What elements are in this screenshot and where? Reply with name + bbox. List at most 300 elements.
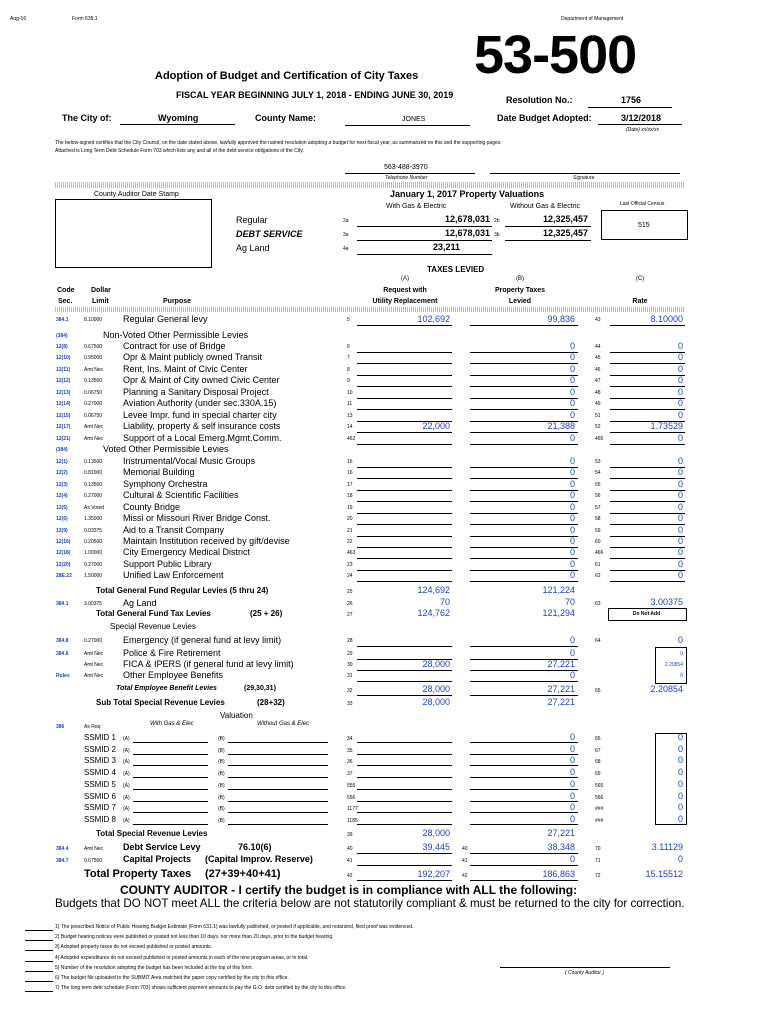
field-underline: [357, 570, 452, 571]
tsr-b: 27,221: [547, 828, 575, 838]
row-limit: 0.27000: [84, 493, 103, 499]
row-rate-number: 52: [595, 424, 601, 430]
ssmid-b-mark: (B): [218, 759, 225, 766]
debt-code: 3a: [343, 232, 349, 238]
ssmid-b-mark: (B): [218, 736, 225, 742]
row-levied: 0: [569, 547, 575, 557]
fiscal-year: FISCAL YEAR BEGINNING JULY 1, 2018 - ENDING JUNE 30, 2019: [176, 90, 454, 100]
ssmid-ln: 555: [347, 782, 356, 789]
row-rate: 0: [677, 387, 683, 397]
row-line-number: 463: [347, 550, 356, 556]
gen-tax-label: Total General Fund Tax Levies: [96, 609, 211, 618]
ssmid-ln: 1185: [347, 817, 358, 824]
ag-ln: 26: [347, 601, 353, 607]
form-number: 53-500: [474, 25, 637, 85]
sec-header: Sec.: [58, 298, 73, 305]
field-underline: [357, 352, 452, 353]
row-purpose: Planning a Sanitary Disposal Project: [123, 387, 269, 397]
ssmid-a-mark: (A): [123, 782, 130, 789]
special-limit: Amt Nec: [84, 662, 104, 668]
field-underline: [610, 444, 685, 445]
field-underline: [133, 742, 208, 743]
ssmid-name: SSMID 7: [84, 803, 117, 813]
ag-with: 23,211: [432, 242, 460, 252]
auditor-item: 1) The prescribed Notice of Public Hearing Budget Estimate (Form 631.1) was lawfully published, or posted if applicable, and notarized, filed proof was evidenced.: [55, 924, 414, 930]
ssmid-rn: 66: [595, 736, 601, 742]
row-levied: 0: [569, 490, 575, 500]
signature-label: Signature: [573, 175, 595, 181]
gen-tax-sum: (25 + 26): [250, 609, 283, 618]
ag-b: 70: [564, 597, 575, 607]
row-code: 12(13): [56, 390, 71, 396]
row-levied: 0: [569, 467, 575, 477]
field-underline: [610, 325, 685, 326]
ssmid-limit: As Req: [84, 724, 101, 730]
row-purpose: Aid to a Transit Company: [123, 525, 225, 535]
field-underline: [357, 754, 452, 755]
debt-ln: 40: [347, 846, 353, 852]
row-purpose: Maintain Institution received by gift/devise: [123, 536, 290, 546]
ssmid-name: SSMID 4: [84, 768, 117, 778]
debt-rn: 70: [595, 846, 601, 852]
date-code: Aug-16: [10, 16, 27, 22]
field-underline: [133, 824, 208, 825]
field-underline: [357, 513, 452, 514]
emp-label: Total Employee Benefit Levies: [116, 685, 217, 692]
row-code: 12(6): [56, 516, 68, 522]
census-label: Last Official Census: [620, 201, 665, 207]
row-rate: 0: [677, 341, 683, 351]
field-underline: [357, 558, 452, 559]
debt-label: DEBT SERVICE: [236, 229, 303, 239]
row-code: 12(12): [56, 378, 71, 384]
field-underline: [228, 742, 328, 743]
tpt-rate: 15.15512: [645, 869, 683, 879]
row-code: 12(1): [56, 459, 68, 465]
row-rate-number: 43: [595, 317, 601, 323]
field-underline: [25, 981, 53, 982]
field-underline: [228, 777, 328, 778]
row-limit: Amt Nec: [84, 424, 104, 430]
field-underline: [357, 681, 452, 682]
ssmid-a-mark: (A): [123, 736, 130, 742]
cap-rn: 71: [595, 858, 601, 864]
row-line-number: 14: [347, 424, 353, 430]
debt-with: 12,678,031: [444, 228, 490, 238]
special-purpose: FICA & IPERS (if general fund at levy limit): [123, 659, 294, 669]
tsr-ln: 39: [347, 832, 353, 838]
county-auditor-label: ( County Auditor ): [565, 970, 604, 976]
field-underline: [357, 409, 452, 410]
ssmid-rn: 566: [595, 794, 604, 801]
field-underline: [470, 824, 578, 825]
field-underline: [470, 325, 578, 326]
row-levied: 0: [569, 410, 575, 420]
row-code: 12(17): [56, 424, 71, 430]
cap-ln2: 41: [462, 858, 468, 864]
ssmid-b-mark: (B): [218, 817, 225, 824]
row-levied: 0: [569, 433, 575, 443]
row-line-number: 13: [347, 413, 353, 419]
row-limit: 0.13500: [84, 482, 103, 488]
ssmid-rate: 0: [677, 732, 683, 742]
row-purpose: Levee Impr. fund in special charter city: [123, 410, 277, 420]
field-underline: [133, 754, 208, 755]
form-label: Form 635.1: [72, 16, 98, 22]
field-underline: [25, 940, 53, 941]
without-gas-header: Without Gas & Electric: [510, 203, 581, 210]
row-limit: As Voted: [84, 505, 105, 511]
row-purpose: Rent, Ins. Maint of Civic Center: [123, 364, 248, 374]
special-levied: 27,221: [547, 659, 575, 669]
ssmid-without-gas: Without Gas & Elec: [257, 721, 309, 727]
row-rate: 0: [677, 490, 683, 500]
field-underline: [25, 950, 53, 951]
phone-label: Telephone Number: [385, 175, 428, 181]
row-levied: 0: [569, 479, 575, 489]
ssmid-a-mark: (A): [123, 794, 130, 801]
ag-rate: 3.00375: [650, 597, 683, 607]
row-rate: 0: [677, 375, 683, 385]
field-underline: [228, 765, 328, 766]
ssmid-rn: ###: [595, 806, 604, 813]
row-rate: 0: [677, 536, 683, 546]
row-code: 12(10): [56, 355, 71, 361]
row-limit: 0.27000: [84, 401, 103, 407]
field-underline: [357, 325, 452, 326]
field-underline: [610, 581, 685, 582]
ssmid-ln: 556: [347, 794, 356, 801]
census-value: 515: [638, 222, 650, 229]
row-rate-number: 59: [595, 528, 601, 534]
special-rate: 0: [677, 635, 683, 645]
auditor-item: 5) Number of the resolution adopting the budget has been included at the top of this form.: [55, 964, 253, 971]
row-limit: 0.27000: [84, 562, 103, 568]
row-levied: 0: [569, 398, 575, 408]
section-header: Non-Voted Other Permissible Levies: [103, 330, 249, 340]
row-limit: 0.95000: [84, 355, 103, 361]
field-underline: [470, 444, 578, 445]
ssmid-a-mark: (A): [123, 759, 130, 766]
gen-tax-b: 121,294: [542, 608, 575, 618]
row-rate: 0: [677, 456, 683, 466]
row-limit: 1.00000: [84, 550, 103, 556]
row-limit: 0.81000: [84, 470, 103, 476]
field-underline: [357, 547, 452, 548]
field-underline: [25, 991, 53, 992]
regular-code: 2a: [343, 218, 349, 224]
row-limit: 0.03375: [84, 528, 103, 534]
col-a-l1: Request with: [383, 287, 427, 294]
field-underline: [357, 801, 452, 802]
field-underline: [133, 812, 208, 813]
row-line-number: 20: [347, 516, 353, 522]
row-levied: 0: [569, 341, 575, 351]
sub-b: 27,221: [547, 697, 575, 707]
field-underline: [357, 777, 452, 778]
row-rate: 0: [677, 398, 683, 408]
field-underline: [133, 801, 208, 802]
ag-label: Ag Land: [236, 243, 270, 253]
statement-line1: The below-signed certifies that the City Council, on the date stated above, lawfully approved the named resolution adopting a budget for next fiscal year, as summarized on this and the supporting pages.: [55, 140, 502, 146]
row-purpose: Symphony Orchestra: [123, 479, 208, 489]
ssmid-ln: 35: [347, 747, 353, 754]
row-purpose: County Bridge: [123, 502, 181, 512]
row-code: 12(18): [56, 550, 71, 556]
debt-levy-label: Debt Service Levy: [123, 842, 201, 852]
row-rate: 8.10000: [650, 314, 683, 324]
row-rate-number: 44: [595, 344, 601, 350]
emp-rate: 2.20854: [650, 684, 683, 694]
row-code: 12(5): [56, 505, 68, 511]
sub-label: Sub Total Special Revenue Levies: [96, 698, 225, 707]
row-line-number: 23: [347, 562, 353, 568]
row-line-number: 18: [347, 493, 353, 499]
row-levied: 0: [569, 375, 575, 385]
ssmid-a-mark: (A): [123, 747, 130, 754]
row-limit: 0.06750: [84, 390, 103, 396]
row-rate: 0: [677, 502, 683, 512]
field-underline: [357, 501, 452, 502]
cap-sum: (Capital Improv. Reserve): [205, 854, 313, 864]
gen-reg-a: 124,692: [417, 585, 450, 595]
ssmid-rn: 68: [595, 759, 601, 766]
row-limit: 0.13500: [84, 378, 103, 384]
row-line-number: 21: [347, 528, 353, 534]
row-line-number: 5: [347, 317, 350, 323]
row-code: 12(21): [56, 436, 71, 442]
col-c: (C): [635, 276, 645, 282]
row-rate: 0: [677, 467, 683, 477]
purpose-header: Purpose: [163, 298, 192, 305]
row-purpose: Liability, property & self insurance costs: [123, 421, 281, 431]
row-limit: Amt Nec: [84, 367, 104, 373]
with-gas-header: With Gas & Electric: [386, 203, 447, 210]
row-levied: 0: [569, 536, 575, 546]
ssmid-b-mark: (B): [218, 782, 225, 789]
debt-without: 12,325,457: [542, 228, 588, 238]
row-purpose: Contract for use of Bridge: [123, 341, 226, 351]
emp-a: 28,000: [422, 684, 450, 694]
cap-limit: 0.67500: [84, 858, 103, 864]
field-underline: [357, 765, 452, 766]
ssmid-a-mark: (A): [123, 771, 130, 778]
row-rate-number: 51: [595, 413, 601, 419]
auditor-item: 2) Budget hearing notices were published or posted not less than 10 days, nor more than 20 days, prior to the budget hearing.: [55, 934, 334, 941]
ssmid-ln: 37: [347, 771, 353, 778]
row-rate: 0: [677, 559, 683, 569]
special-limit: Amt Nec: [84, 673, 104, 679]
resolution-label: Resolution No.:: [506, 95, 573, 105]
row-purpose: Instrumental/Vocal Music Groups: [123, 456, 256, 466]
row-rate: 0: [677, 352, 683, 362]
field-underline: [470, 646, 578, 647]
row-code: 384.1: [56, 317, 69, 323]
field-underline: [357, 742, 452, 743]
row-line-number: 462: [347, 436, 356, 442]
ssmid-name: SSMID 3: [84, 756, 117, 766]
ssmid-rn: 67: [595, 747, 601, 754]
field-underline: [133, 777, 208, 778]
row-line-number: 17: [347, 482, 353, 488]
ssmid-levied: 0: [569, 732, 575, 742]
date-adopted-value: 3/12/2018: [621, 113, 662, 123]
row-rate: 0: [677, 479, 683, 489]
row-code: 12(9): [56, 528, 68, 534]
ssmid-b-mark: (B): [218, 806, 225, 813]
row-purpose: Support of a Local Emerg.Mgmt.Comm.: [123, 433, 282, 443]
ssmid-ln: 34: [347, 736, 353, 742]
special-request: 28,000: [422, 659, 450, 669]
debt-a: 39,445: [422, 842, 450, 852]
ssmid-rn: ###: [595, 817, 604, 824]
tpt-ln: 42: [347, 873, 353, 879]
row-code: (384): [56, 333, 68, 339]
col-b-l1: Property Taxes: [494, 287, 546, 294]
ssmid-a-mark: (A): [123, 806, 130, 813]
col-a-l2: Utility Replacement: [372, 298, 438, 305]
debt-limit: Amt Nec: [84, 846, 104, 852]
row-levied: 21,388: [547, 421, 575, 431]
row-limit: 0.13500: [84, 459, 103, 465]
special-purpose: Other Employee Benefits: [123, 670, 224, 680]
special-ln: 29: [347, 651, 353, 657]
resolution-value: 1756: [621, 95, 642, 105]
ssmid-name: SSMID 8: [84, 814, 117, 824]
debt-code-row: 384.4: [56, 846, 69, 852]
field-underline: [357, 670, 452, 671]
special-purpose: Emergency (if general fund at levy limit): [123, 635, 282, 645]
special-ln: 30: [347, 662, 353, 668]
field-underline: [228, 801, 328, 802]
row-rate: 0: [677, 410, 683, 420]
ssmid-ln: 36: [347, 759, 353, 766]
cap-b: 0: [569, 854, 575, 864]
ssmid-rate: 0: [677, 778, 683, 789]
row-levied: 0: [569, 364, 575, 374]
gen-reg-label: Total General Fund Regular Levies (5 thru 24): [96, 586, 269, 595]
emp-rn: 65: [595, 688, 601, 694]
statement-line2: Attached is Long Term Debt Schedule Form 703 which lists any and all of the debt service obligations of the City.: [55, 148, 304, 154]
cap-rate: 0: [677, 854, 683, 864]
tpt-a: 192,207: [417, 869, 450, 879]
city-value: Wyoming: [158, 113, 199, 123]
field-underline: [357, 536, 452, 537]
sub-sum: (28+32): [257, 698, 285, 707]
col-a: (A): [401, 276, 409, 282]
valuations-title: January 1, 2017 Property Valuations: [390, 189, 545, 199]
row-rate-number: 55: [595, 482, 601, 488]
tpt-sum: (27+39+40+41): [205, 868, 281, 880]
row-purpose: Memorial Building: [123, 467, 195, 477]
row-purpose: City Emergency Medical District: [123, 547, 251, 557]
row-rate-number: 47: [595, 378, 601, 384]
debt-code-b: 3b: [494, 232, 500, 238]
ssmid-rate: 0: [677, 743, 683, 754]
row-purpose: Unified Law Enforcement: [123, 570, 224, 580]
taxes-title: TAXES LEVIED: [427, 265, 485, 274]
ag-rn: 63: [595, 601, 601, 607]
row-rate-number: 53: [595, 459, 601, 465]
field-underline: [357, 478, 452, 479]
col-c-l2: Rate: [632, 298, 648, 305]
row-line-number: 19: [347, 505, 353, 511]
row-limit: 0.67500: [84, 344, 103, 350]
ssmid-levied: 0: [569, 790, 575, 801]
row-purpose: Opr & Maint of City owned Civic Center: [123, 375, 280, 385]
field-underline: [133, 789, 208, 790]
county-value: JONES: [402, 116, 426, 123]
gen-reg-b: 121,224: [542, 585, 575, 595]
cap-ln: 41: [347, 858, 353, 864]
special-limit: 0.27000: [84, 638, 103, 644]
code-header: Code: [57, 287, 75, 294]
special-levied: 0: [569, 670, 575, 680]
auditor-item: 6) The budget file uploaded to the SUBMIT Area matched the paper copy certified by the city to this office.: [55, 975, 289, 981]
row-rate-number: 465: [595, 436, 604, 442]
sub-a: 28,000: [422, 697, 450, 707]
special-code: Rules: [56, 673, 70, 679]
field-underline: [25, 961, 53, 962]
row-rate-number: 62: [595, 573, 601, 579]
date-sub: (Date) xx/xx/xx: [626, 127, 660, 133]
row-purpose: Cultural & Scientific Facilities: [123, 490, 239, 500]
field-underline: [357, 444, 452, 445]
row-line-number: 11: [347, 401, 353, 407]
ssmid-name: SSMID 1: [84, 733, 117, 742]
tsr-a: 28,000: [422, 828, 450, 838]
row-code: 12(14): [56, 401, 71, 407]
row-rate: 0: [677, 433, 683, 443]
field-underline: [357, 467, 452, 468]
emp-ln: 32: [347, 688, 353, 694]
field-underline: [357, 375, 452, 376]
row-levied: 0: [569, 525, 575, 535]
phone-value: 563-488-3970: [384, 164, 428, 171]
ssmid-valuation: Valuation: [220, 711, 253, 720]
special-rate-small: 2.20854: [664, 662, 683, 668]
tpt-b: 186,863: [542, 869, 575, 879]
ag-code: 4a: [343, 246, 349, 252]
ssmid-code: 386: [56, 724, 65, 730]
row-purpose: Opr & Maint publicly owned Transit: [123, 352, 263, 362]
ssmid-name: SSMID 6: [84, 791, 117, 801]
field-underline: [228, 824, 328, 825]
row-levied: 0: [569, 387, 575, 397]
field-underline: [25, 971, 53, 972]
row-code: 12(20): [56, 562, 71, 568]
ssmid-rate: 0: [677, 813, 683, 824]
field-underline: [228, 789, 328, 790]
ssmid-with-gas: With Gas & Elec: [150, 721, 194, 727]
ssmid-rate: 0: [677, 802, 683, 813]
stamp-label: County Auditor Date Stamp: [94, 191, 179, 198]
row-purpose: Support Public Library: [123, 559, 212, 569]
debt-ln2: 40: [462, 846, 468, 852]
row-purpose: Missi or Missouri River Bridge Const.: [123, 513, 271, 523]
row-levied: 0: [569, 456, 575, 466]
auditor-item: 7) The long term debt schedule (Form 703) shows sufficient payment amounts to pay the G.O. debt certified by the city to this office.: [55, 985, 347, 992]
field-underline: [133, 765, 208, 766]
field-underline: [25, 930, 53, 931]
limit-header: Limit: [92, 298, 109, 305]
field-underline: [470, 681, 578, 682]
special-limit: Amt Nec: [84, 651, 104, 657]
cap-code: 384.7: [56, 858, 69, 864]
row-code: 28E.22: [56, 573, 72, 579]
row-levied: 99,836: [547, 314, 575, 324]
row-levied: 0: [569, 513, 575, 523]
